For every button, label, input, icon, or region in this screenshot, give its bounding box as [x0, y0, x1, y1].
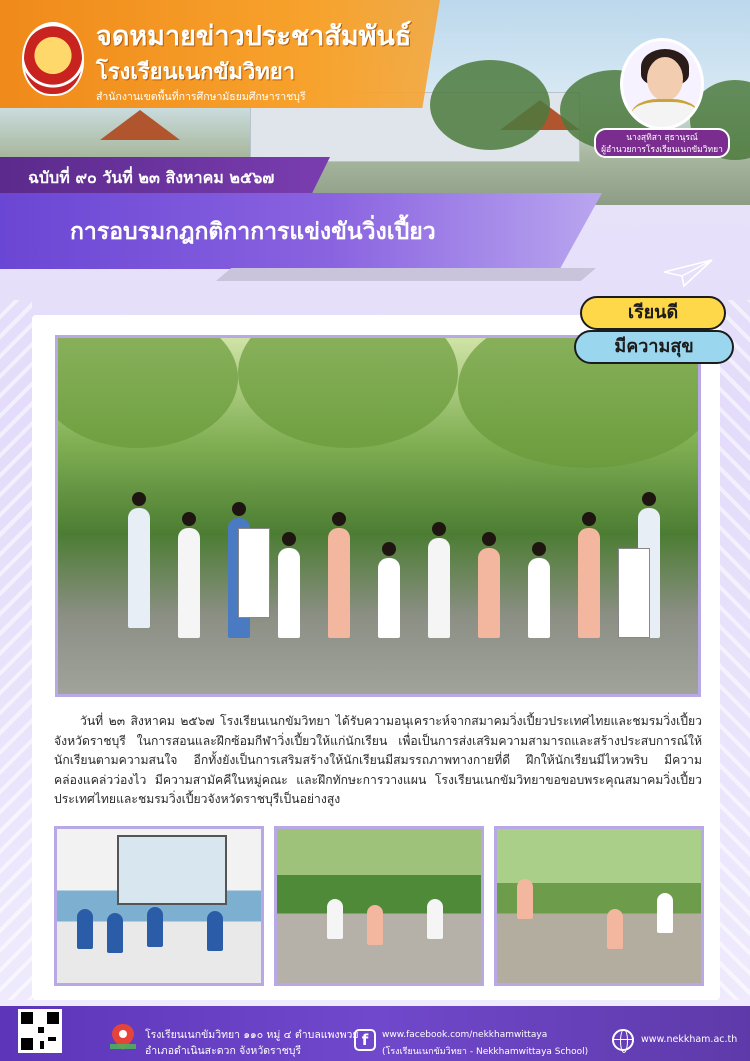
headline-stripe: [216, 268, 596, 281]
director-name: นางสุทิสา สุธานุรณ์: [626, 133, 698, 143]
office-name: สำนักงานเขตพื้นที่การศึกษามัธยมศึกษาราชบุรี: [96, 91, 306, 103]
footer-address-line1: โรงเรียนเนกขัมวิทยา ๑๑๐ หมู่ ๔ ตำบลแพงพวย: [145, 1029, 359, 1041]
director-photo: [620, 38, 704, 130]
website-link[interactable]: www.nekkham.ac.th: [641, 1034, 738, 1045]
facebook-icon[interactable]: f: [354, 1029, 376, 1051]
badge-happy: มีความสุข: [574, 330, 734, 364]
banner-stand: [238, 528, 270, 618]
school-logo-icon: [22, 22, 84, 96]
director-position: ผู้อำนวยการโรงเรียนเนกขัมวิทยา: [601, 145, 723, 155]
qr-code-icon[interactable]: [18, 1009, 62, 1053]
map-pin-icon: [108, 1022, 138, 1052]
photo-field-practice: [274, 826, 484, 986]
footer-address-line2: อำเภอดำเนินสะดวก จังหวัดราชบุรี: [145, 1045, 302, 1057]
school-name: โรงเรียนเนกขัมวิทยา: [96, 60, 296, 85]
badge-good-study: เรียนดี: [580, 296, 726, 330]
newsletter-title: จดหมายข่าวประชาสัมพันธ์: [96, 21, 412, 52]
photo-training-hall: [54, 826, 264, 986]
chevron-pattern-left: [0, 300, 32, 1000]
paper-plane-icon: [662, 258, 714, 288]
director-label: [594, 128, 730, 158]
banner-stand: [618, 548, 650, 638]
tree: [430, 60, 550, 150]
thai-roof: [100, 110, 180, 140]
globe-icon: [612, 1029, 634, 1051]
photo-running-drill: [494, 826, 704, 986]
issue-number: ฉบับที่ ๙๐ วันที่ ๒๓ สิงหาคม ๒๕๖๗: [28, 168, 275, 187]
chevron-pattern-right: [720, 300, 750, 1000]
headline: การอบรมกฎกติกาการแข่งขันวิ่งเปี้ยว: [70, 219, 436, 245]
facebook-page-name: (โรงเรียนเนกขัมวิทยา - Nekkhamwittaya School): [382, 1047, 589, 1057]
projector-screen: [117, 835, 227, 905]
facebook-link[interactable]: www.facebook.com/nekkhamwittaya: [382, 1030, 548, 1040]
student-group: [118, 488, 678, 688]
article-text: วันที่ ๒๓ สิงหาคม ๒๕๖๗ โรงเรียนเนกขัมวิทยา ได้รับความอนุเคราะห์จากสมาคมวิ่งเปี้ยวประเทศไทยและชมรมวิ่งเปี้ยวจังหวัดราชบุรี ในการสอนและฝึกซ้อมกีฬาวิ่งเปี้ยวให้แก่นักเรียน เพื่อเป็นการส่งเสริมความสามารถและสร้างประสบการณ์ให้นักเรียนตามความสนใจ อีกทั้งยังเป็นการเสริมสร้างให้นักเรียนมีสมรรถภาพทางกายที่ดี ฝึกให้นักเรียนมีไหวพริบ มีความคล่องแคล่วว่องไว มีความสามัคคีในหมู่คณะ และฝึกทักษะการวางแผน โรงเรียนเนกขัมวิทยาขอขอบพระคุณสมาคมวิ่งเปี้ยวประเทศไทยและชมรมวิ่งเปี้ยวจังหวัดราชบุรีเป็นอย่างสูง: [54, 714, 702, 806]
main-group-photo: [55, 335, 701, 697]
